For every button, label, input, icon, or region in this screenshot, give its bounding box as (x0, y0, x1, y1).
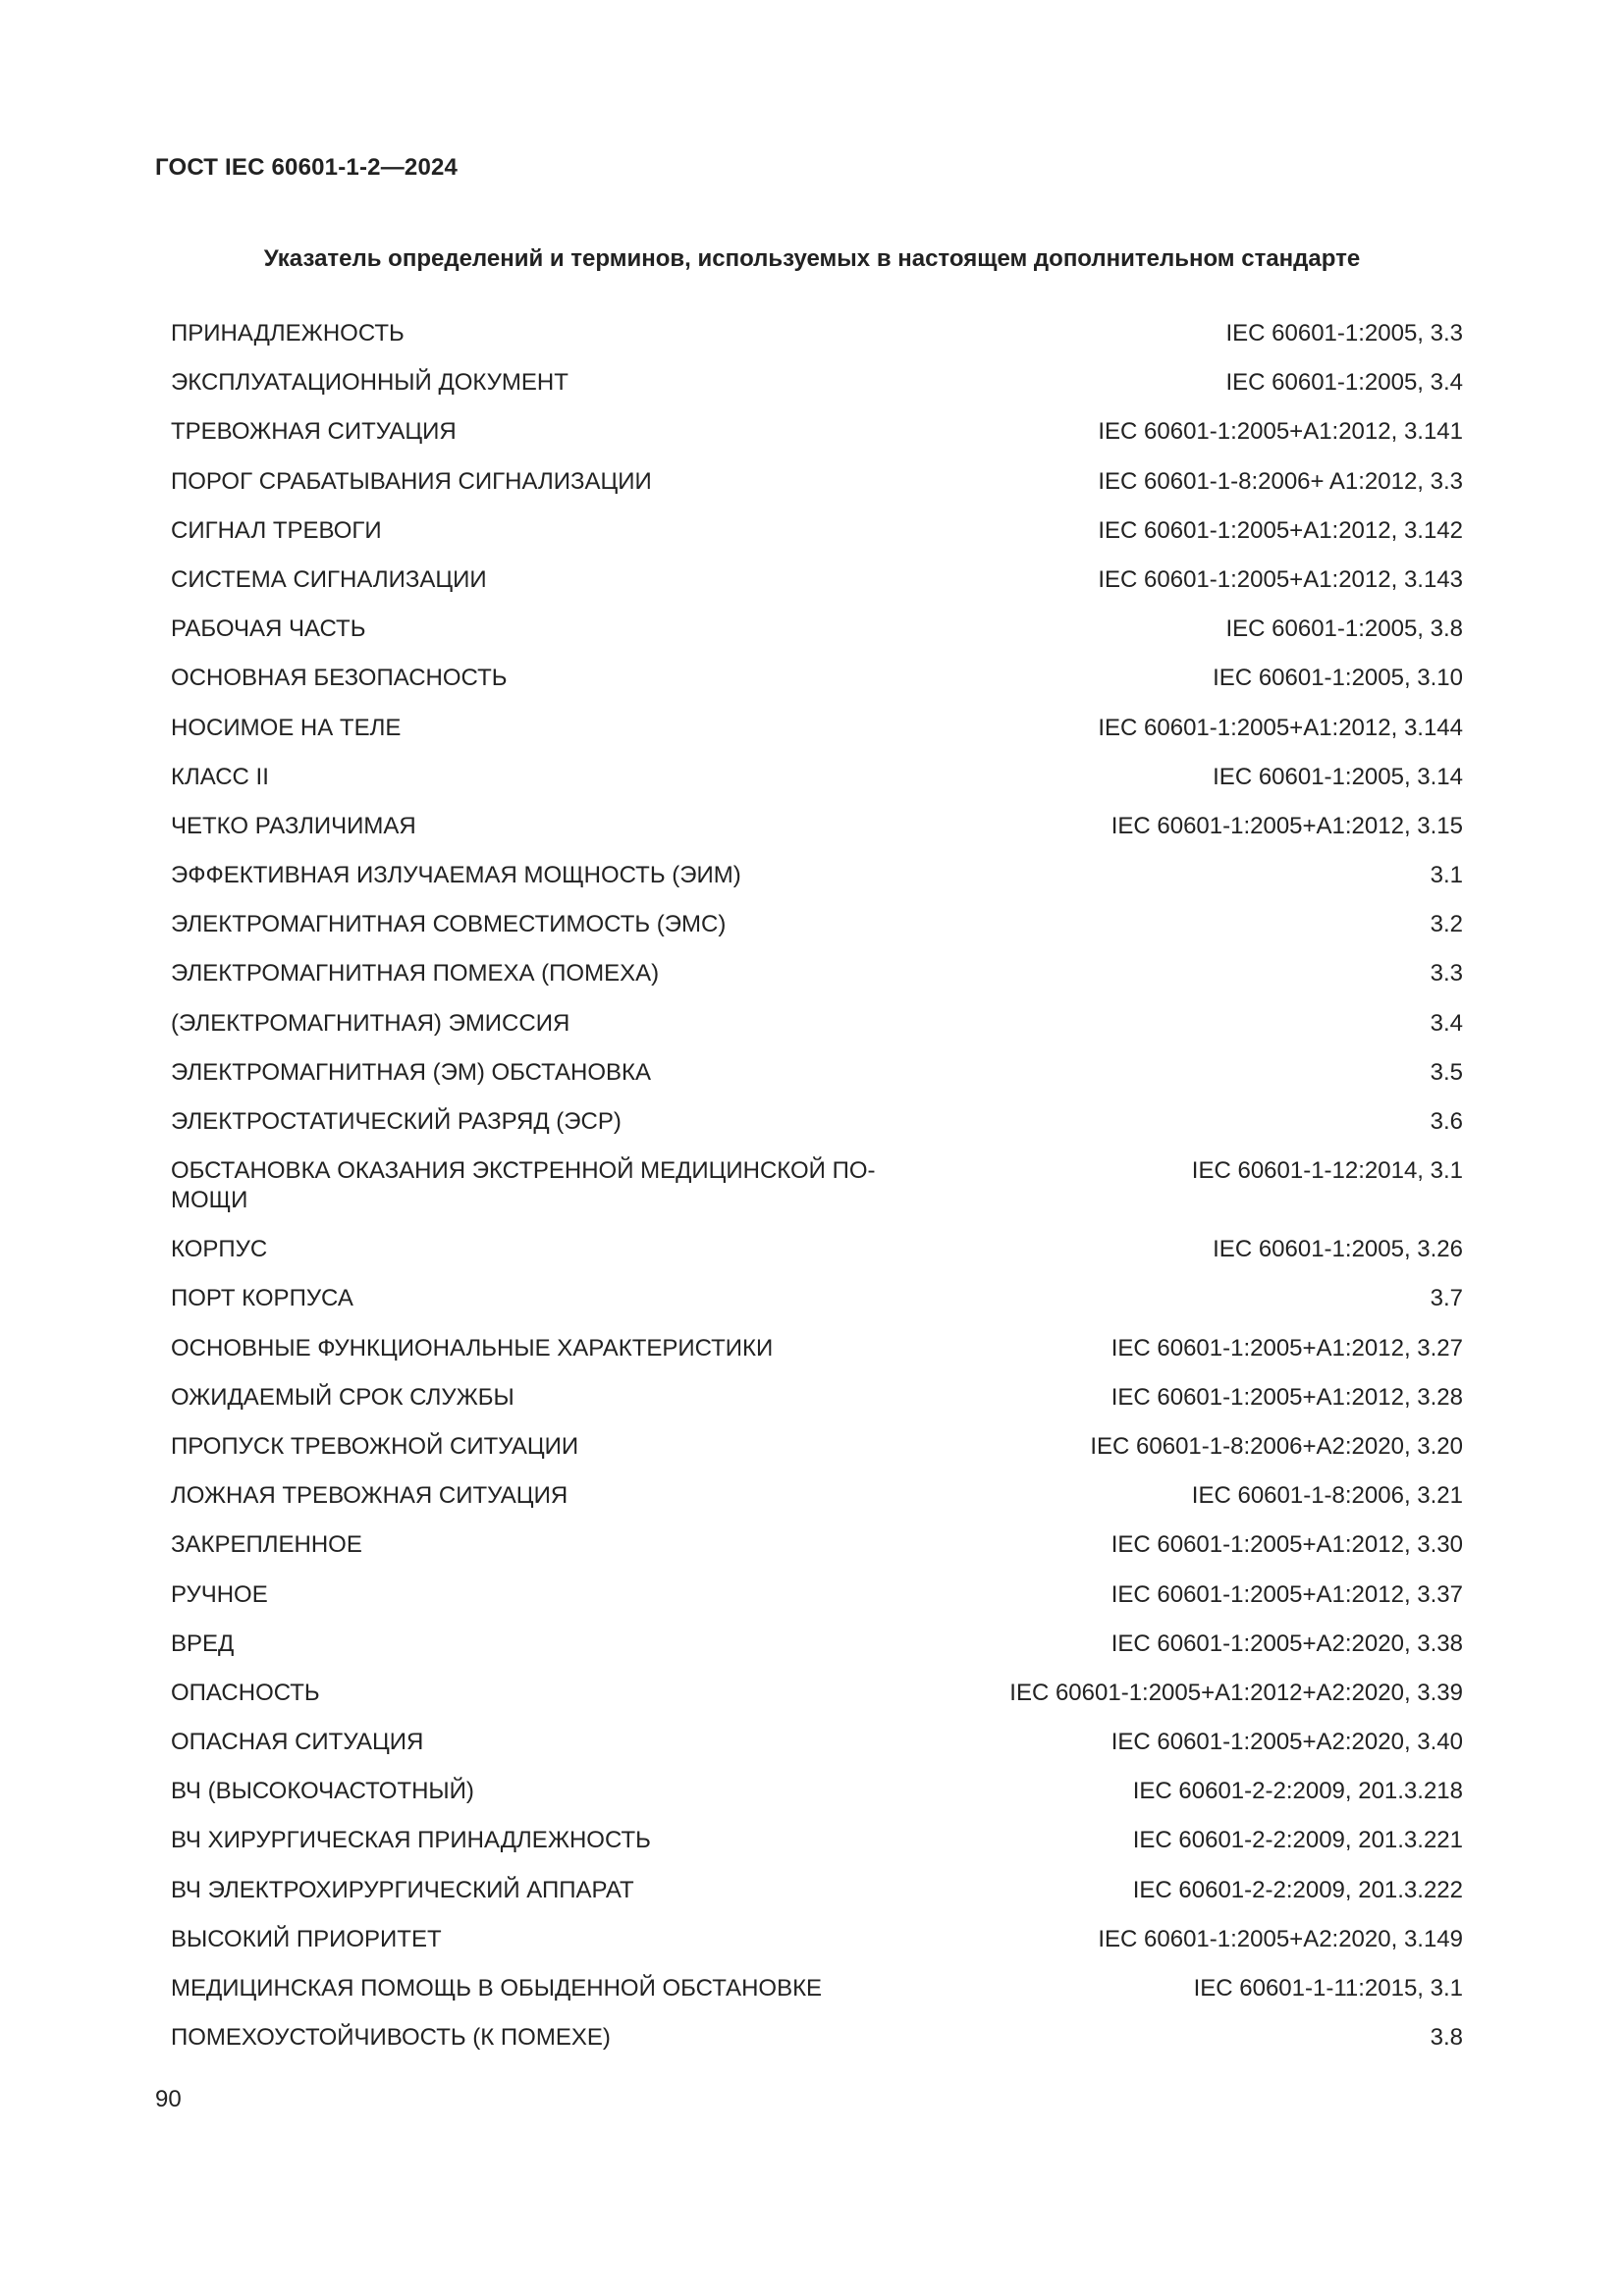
index-entry (171, 1974, 1463, 2023)
index-entry-reference: IEC 60601-1:2005, 3.4 (1225, 369, 1463, 397)
index-entry-term: ОСНОВНАЯ БЕЗОПАСНОСТЬ (171, 665, 508, 692)
index-entry-reference: IEC 60601-1-12:2014, 3.1 (1191, 1157, 1463, 1185)
page-number: 90 (155, 2086, 182, 2112)
index-entry (171, 1334, 1463, 1383)
index-entry-term: ЗАКРЕПЛЕННОЕ (171, 1531, 362, 1559)
index-entry-reference: 3.7 (1430, 1285, 1463, 1312)
index-entry-term: ЭФФЕКТИВНАЯ ИЗЛУЧАЕМАЯ МОЩНОСТЬ (ЭИМ) (171, 862, 741, 889)
index-entry-term: ОПАСНОСТЬ (171, 1679, 320, 1706)
index-entry (171, 1679, 1463, 1728)
index-entry-reference: 3.8 (1430, 2024, 1463, 2052)
index-entry-reference: IEC 60601-1:2005, 3.14 (1213, 763, 1463, 790)
index-entry-term: КЛАСС II (171, 763, 269, 790)
index-entry (171, 319, 1463, 368)
index-entry-reference: IEC 60601-1:2005+A1:2012, 3.27 (1110, 1334, 1463, 1362)
index-entry-term: ЭЛЕКТРОМАГНИТНАЯ (ЭМ) ОБСТАНОВКА (171, 1058, 652, 1086)
index-entry-term: СИСТЕМА СИГНАЛИЗАЦИИ (171, 565, 487, 593)
index-entry (171, 1925, 1463, 1974)
index-entry-reference: 3.6 (1430, 1108, 1463, 1135)
index-entry (171, 1432, 1463, 1481)
index-entry-term: ЧЕТКО РАЗЛИЧИМАЯ (171, 812, 416, 839)
index-entry-reference: IEC 60601-1:2005+A1:2012, 3.141 (1098, 418, 1463, 446)
index-entry-reference: IEC 60601-1:2005, 3.3 (1225, 320, 1463, 347)
index-entry-reference: 3.2 (1430, 911, 1463, 938)
index-entry-term: СИГНАЛ ТРЕВОГИ (171, 516, 382, 544)
index-entry-term: ПОМЕХОУСТОЙЧИВОСТЬ (К ПОМЕХЕ) (171, 2024, 611, 2052)
index-entry (171, 1009, 1463, 1058)
index-entry-reference: 3.4 (1430, 1009, 1463, 1037)
index-entry (171, 1156, 1463, 1235)
index-entry-term: ВЧ ХИРУРГИЧЕСКАЯ ПРИНАДЛЕЖНОСТЬ (171, 1827, 651, 1854)
index-entry-reference: IEC 60601-1:2005+A1:2012+A2:2020, 3.39 (1009, 1679, 1463, 1706)
index-entry (171, 1107, 1463, 1156)
index-entry-reference: IEC 60601-2-2:2009, 201.3.222 (1132, 1876, 1463, 1903)
index-entry-reference: IEC 60601-1:2005+A1:2012, 3.144 (1098, 714, 1463, 741)
index-entry (171, 959, 1463, 1008)
index-entry-reference: IEC 60601-1:2005+A1:2012, 3.143 (1098, 565, 1463, 593)
index-entry-reference: IEC 60601-1:2005+A1:2012, 3.37 (1110, 1580, 1463, 1608)
index-entry (171, 1777, 1463, 1826)
index-entry (171, 1728, 1463, 1777)
index-entry-reference: IEC 60601-1:2005+A1:2012, 3.15 (1110, 812, 1463, 839)
index-entry-term: ОЖИДАЕМЫЙ СРОК СЛУЖБЫ (171, 1383, 514, 1411)
index-entry-term: ОБСТАНОВКА ОКАЗАНИЯ ЭКСТРЕННОЙ МЕДИЦИНСКОЙ ПО- МОЩИ (171, 1157, 876, 1214)
index-entry-term: РАБОЧАЯ ЧАСТЬ (171, 615, 366, 643)
index-entry-term: ЛОЖНАЯ ТРЕВОЖНАЯ СИТУАЦИЯ (171, 1482, 568, 1510)
index-entry-term: НОСИМОЕ НА ТЕЛЕ (171, 714, 402, 741)
index-entry-term: ВЧ ЭЛЕКТРОХИРУРГИЧЕСКИЙ АППАРАТ (171, 1876, 634, 1903)
index-entry (171, 417, 1463, 466)
index-entry-term: ПОРОГ СРАБАТЫВАНИЯ СИГНАЛИЗАЦИИ (171, 467, 652, 495)
index-entry-reference: IEC 60601-1:2005, 3.26 (1213, 1236, 1463, 1263)
index-entry-reference: IEC 60601-1:2005, 3.10 (1213, 665, 1463, 692)
index-entry (171, 812, 1463, 861)
index-entry-term: ЭКСПЛУАТАЦИОННЫЙ ДОКУМЕНТ (171, 369, 568, 397)
index-entry-term: ЭЛЕКТРОМАГНИТНАЯ СОВМЕСТИМОСТЬ (ЭМС) (171, 911, 727, 938)
index-entry-reference: 3.1 (1430, 862, 1463, 889)
index-entry-term: (ЭЛЕКТРОМАГНИТНАЯ) ЭМИССИЯ (171, 1009, 570, 1037)
index-entry-reference: IEC 60601-1-11:2015, 3.1 (1193, 1975, 1463, 2002)
index-entry-reference: IEC 60601-1:2005+A2:2020, 3.40 (1110, 1729, 1463, 1756)
index-entry-term: ПРОПУСК ТРЕВОЖНОЙ СИТУАЦИИ (171, 1432, 579, 1460)
index-entry (171, 1383, 1463, 1432)
index-entry-reference: IEC 60601-2-2:2009, 201.3.221 (1132, 1827, 1463, 1854)
index-entry (171, 1629, 1463, 1679)
index-entry (171, 368, 1463, 417)
index-entry-reference: IEC 60601-1-8:2006+A2:2020, 3.20 (1090, 1432, 1463, 1460)
index-entry (171, 1284, 1463, 1333)
index-entry-reference: IEC 60601-1:2005+A1:2012, 3.30 (1110, 1531, 1463, 1559)
index-entry-term: РУЧНОЕ (171, 1580, 268, 1608)
index-entry-reference: IEC 60601-1:2005+A2:2020, 3.149 (1098, 1925, 1463, 1952)
index-entry-term: ПРИНАДЛЕЖНОСТЬ (171, 320, 405, 347)
index-entry (171, 664, 1463, 713)
index-entry-reference: IEC 60601-1:2005, 3.8 (1225, 615, 1463, 643)
index-entry-term: ТРЕВОЖНАЯ СИТУАЦИЯ (171, 418, 457, 446)
index-entry-term: ВЫСОКИЙ ПРИОРИТЕТ (171, 1925, 442, 1952)
index-entry-term: ВЧ (ВЫСОКОЧАСТОТНЫЙ) (171, 1778, 474, 1805)
index-entry (171, 1580, 1463, 1629)
index-entry (171, 565, 1463, 614)
index-entry-term: КОРПУС (171, 1236, 268, 1263)
index-entry (171, 516, 1463, 565)
index-entry-reference: IEC 60601-1:2005+A1:2012, 3.142 (1098, 516, 1463, 544)
index-entry-reference: IEC 60601-1-8:2006, 3.21 (1191, 1482, 1463, 1510)
index-entry-term: МЕДИЦИНСКАЯ ПОМОЩЬ В ОБЫДЕННОЙ ОБСТАНОВКЕ (171, 1975, 823, 2002)
index-title: Указатель определений и терминов, используемых в настоящем дополнительном стандарте (263, 245, 1361, 272)
index-entry (171, 1235, 1463, 1284)
index-entry-reference: 3.3 (1430, 960, 1463, 988)
index-entry-term: ЭЛЕКТРОМАГНИТНАЯ ПОМЕХА (ПОМЕХА) (171, 960, 660, 988)
index-entry (171, 1530, 1463, 1579)
index-entry-term: ВРЕД (171, 1629, 235, 1657)
index-entry-term: ОПАСНАЯ СИТУАЦИЯ (171, 1729, 424, 1756)
index-entry (171, 1058, 1463, 1107)
index-entry (171, 763, 1463, 812)
index-entry-reference: IEC 60601-1:2005+A2:2020, 3.38 (1110, 1629, 1463, 1657)
document-code: ГОСТ IEC 60601-1-2—2024 (155, 154, 459, 181)
index-entry-reference: IEC 60601-2-2:2009, 201.3.218 (1132, 1778, 1463, 1805)
index-entry (171, 714, 1463, 763)
index-entry-list (171, 319, 1463, 2072)
index-entry (171, 1876, 1463, 1925)
index-entry-reference: IEC 60601-1:2005+A1:2012, 3.28 (1110, 1383, 1463, 1411)
index-entry-reference: 3.5 (1430, 1058, 1463, 1086)
index-entry (171, 861, 1463, 910)
index-entry-reference: IEC 60601-1-8:2006+ A1:2012, 3.3 (1098, 467, 1463, 495)
index-entry (171, 910, 1463, 959)
index-entry (171, 1481, 1463, 1530)
index-entry (171, 2023, 1463, 2072)
index-entry-term: ПОРТ КОРПУСА (171, 1285, 353, 1312)
index-entry (171, 614, 1463, 664)
index-entry (171, 467, 1463, 516)
index-entry-term: ОСНОВНЫЕ ФУНКЦИОНАЛЬНЫЕ ХАРАКТЕРИСТИКИ (171, 1334, 774, 1362)
index-entry (171, 1826, 1463, 1875)
index-entry-term: ЭЛЕКТРОСТАТИЧЕСКИЙ РАЗРЯД (ЭСР) (171, 1108, 622, 1135)
